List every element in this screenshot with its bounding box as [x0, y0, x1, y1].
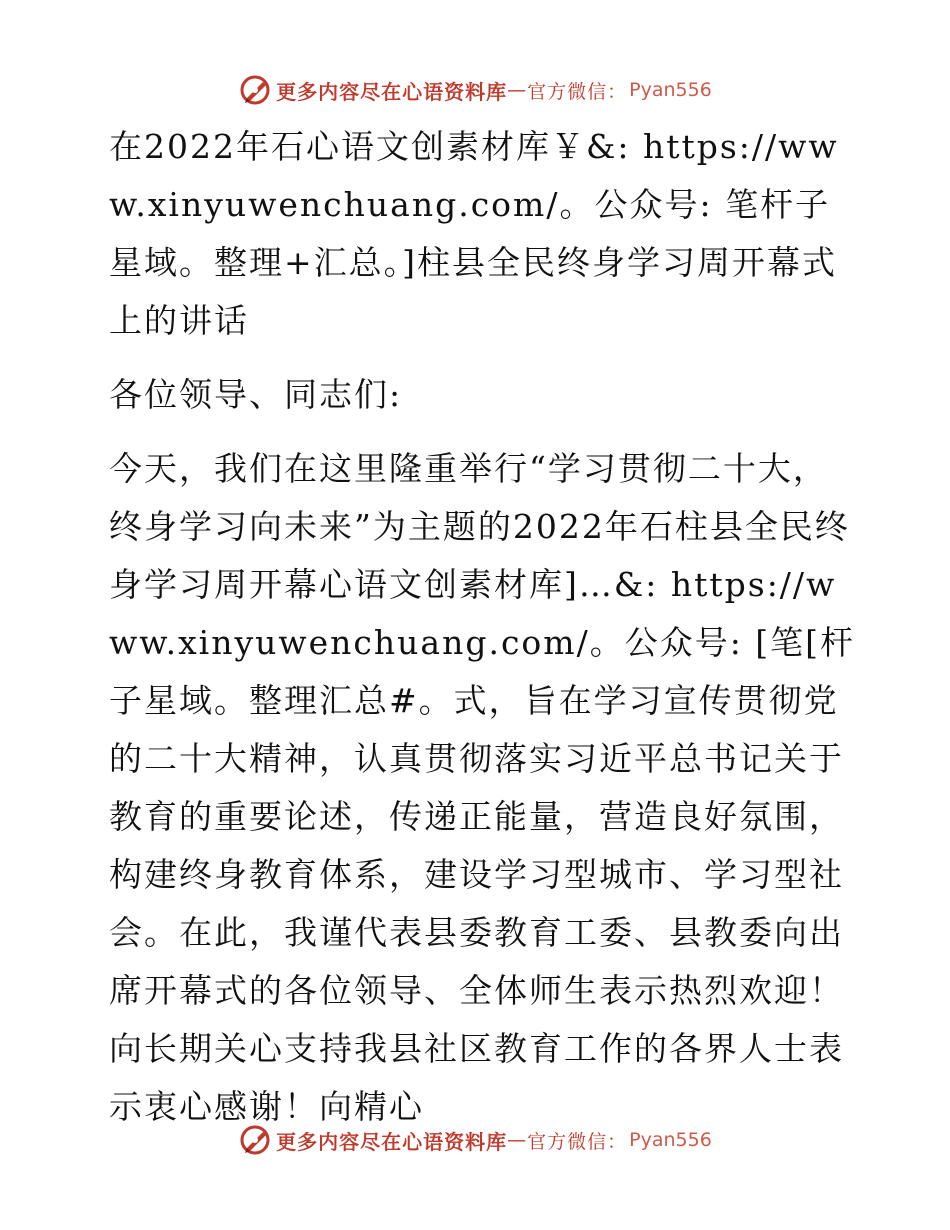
header-banner [0, 70, 950, 110]
salutation-paragraph: 各位领导、同志们: [109, 375, 403, 414]
pen-logo-icon [238, 1123, 272, 1157]
body-paragraph: 今天，我们在这里隆重举行“学习贯彻二十大，终身学习向未来”为主题的2022年石柱县全民终身学习周开幕心语文创素材库]…&: https://www.xinyuwenchuang.com/。公众号: [笔[杆子星域。整理汇总#。式，旨在学习宣传贯彻党的二十大精神，认真贯彻落实习近平总书记关于教育的重要论述，传递正能量，营造良好氛围，构建终身教育体系，建设学习型城市、学习型社会。在此，我谨代表县委教育工委、县教委向出席开幕式的各位领导、全体师生表示热烈欢迎！向长期关心支持我县社区教育工作的各界人士表示衷心感谢！向精心 [109, 449, 856, 1126]
banner-main-text: 更多内容尽在心语资料库 [276, 79, 508, 104]
banner-wechat-id: Pyan556 [629, 79, 712, 101]
banner-official-label: 官方微信： [527, 1130, 628, 1153]
document-title-paragraph: 在2022年石心语文创素材库￥&: https://www.xinyuwenchuang.com/。公众号: 笔杆子星域。整理+汇总。]柱县全民终身学习周开幕式上的讲话 [109, 127, 839, 340]
banner-wechat-id: Pyan556 [629, 1129, 712, 1151]
pen-logo-icon [238, 73, 272, 107]
footer-banner [0, 1120, 950, 1160]
banner-official-label: 官方微信： [527, 80, 628, 103]
document-body [97, 118, 857, 1136]
banner-separator: — [507, 1129, 528, 1151]
banner-separator: — [507, 79, 528, 101]
banner-main-text: 更多内容尽在心语资料库 [276, 1129, 508, 1154]
